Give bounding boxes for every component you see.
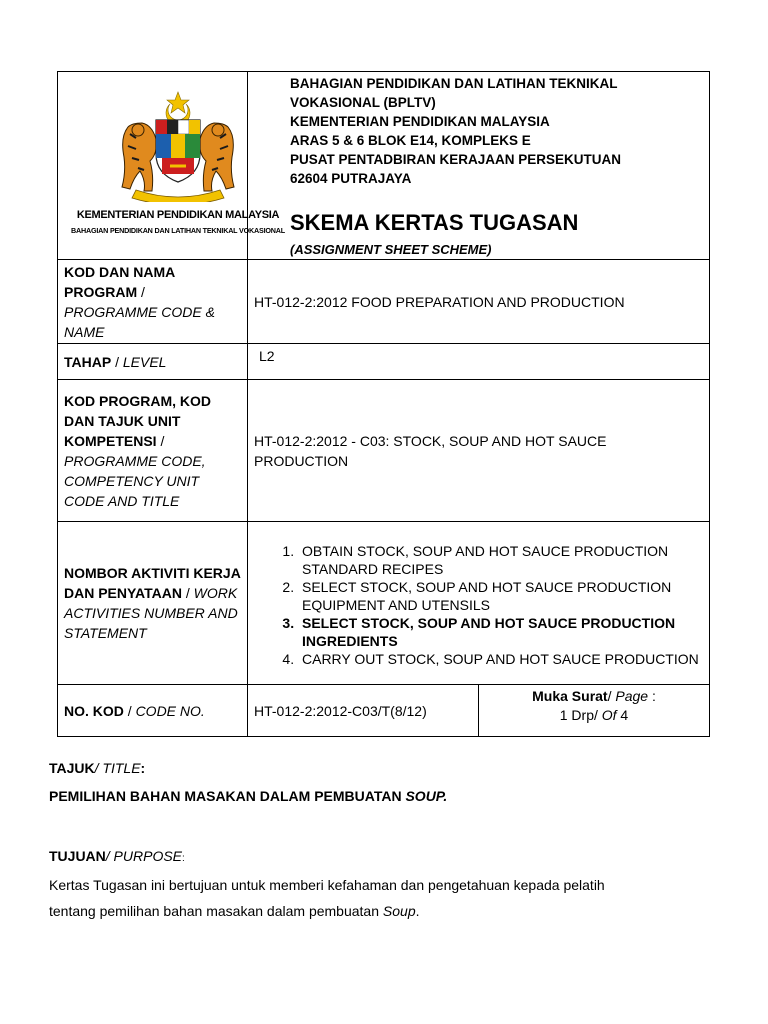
activity-item: 4. CARRY OUT STOCK, SOUP AND HOT SAUCE PRODUCTION bbox=[298, 650, 703, 668]
purpose-line-2 bbox=[49, 903, 420, 919]
address-block bbox=[290, 74, 709, 188]
program-label: KOD DAN NAMA PROGRAM bbox=[64, 263, 175, 300]
level-label-sep: / bbox=[111, 353, 123, 370]
document-title: SKEMA KERTAS TUGASAN bbox=[290, 210, 579, 235]
unit-label-en: PROGRAMME CODE, COMPETENCY UNIT CODE AND TITLE bbox=[64, 452, 206, 509]
level-label-en: LEVEL bbox=[122, 353, 167, 370]
malaysia-coat-of-arms-icon bbox=[58, 72, 298, 202]
page-label-en: Page bbox=[615, 688, 649, 704]
activities-list bbox=[254, 542, 703, 668]
address-line: VOKASIONAL (BPLTV) bbox=[290, 95, 436, 110]
purpose-line2-soup: Soup bbox=[382, 903, 416, 919]
activity-item: 1. OBTAIN STOCK, SOUP AND HOT SAUCE PRODUCTION STANDARD RECIPES bbox=[298, 542, 703, 578]
program-label-en: PROGRAMME CODE & NAME bbox=[64, 303, 215, 340]
purpose-heading bbox=[49, 848, 185, 864]
purpose-label: TUJUAN bbox=[49, 848, 106, 864]
title-text-main: PEMILIHAN BAHAN MASAKAN DALAM PEMBUATAN bbox=[49, 788, 406, 804]
program-value: HT-012-2:2012 FOOD PREPARATION AND PRODUCTION bbox=[254, 293, 625, 310]
code-value-cell bbox=[248, 685, 479, 737]
code-label: NO. KOD bbox=[64, 702, 124, 719]
page-total: 4 bbox=[616, 707, 629, 723]
unit-value-line: PRODUCTION bbox=[254, 452, 349, 469]
activities-value-cell bbox=[248, 522, 710, 685]
program-label-cell bbox=[58, 260, 248, 344]
address-line: PUSAT PENTADBIRAN KERAJAAN PERSEKUTUAN bbox=[290, 152, 622, 167]
activities-label-cell bbox=[58, 522, 248, 685]
purpose-label-en: / PURPOSE bbox=[105, 848, 183, 864]
title-heading bbox=[49, 760, 145, 776]
page-of: Of bbox=[601, 707, 617, 723]
program-value-cell bbox=[248, 260, 710, 344]
document-subtitle: (ASSIGNMENT SHEET SCHEME) bbox=[290, 242, 492, 257]
activities-label-en: WORK ACTIVITIES NUMBER AND STATEMENT bbox=[64, 585, 238, 641]
activities-label-sep: / bbox=[181, 585, 194, 601]
level-label: TAHAP bbox=[64, 353, 112, 370]
title-label: TAJUK bbox=[49, 760, 95, 776]
logo bbox=[58, 72, 298, 259]
title-text-soup: SOUP. bbox=[405, 788, 448, 804]
address-line: ARAS 5 & 6 BLOK E14, KOMPLEKS E bbox=[290, 133, 531, 148]
unit-label-sep: / bbox=[156, 432, 165, 449]
scheme-header-table bbox=[57, 71, 710, 737]
purpose-line: Kertas Tugasan ini bertujuan untuk memberi kefahaman dan pengetahuan kepada pelatih bbox=[49, 877, 605, 893]
logo-cell bbox=[58, 72, 285, 260]
purpose-line2-text: tentang pemilihan bahan masakan dalam pembuatan bbox=[49, 903, 383, 919]
code-label-sep: / bbox=[123, 702, 136, 719]
address-line: BAHAGIAN PENDIDIKAN DAN LATIHAN TEKNIKAL bbox=[290, 76, 618, 91]
title-text bbox=[49, 788, 447, 804]
page-label-sep: / bbox=[607, 688, 616, 704]
activities-label: NOMBOR AKTIVITI KERJA DAN PENYATAAN bbox=[64, 565, 241, 601]
logo-ministry-name: KEMENTERIAN PENDIDIKAN MALAYSIA bbox=[76, 209, 280, 221]
code-label-cell bbox=[58, 685, 248, 737]
unit-label: KOD PROGRAM, KOD DAN TAJUK UNIT KOMPETENSI bbox=[64, 392, 211, 449]
code-label-en: CODE NO. bbox=[135, 702, 205, 719]
page-number bbox=[485, 706, 703, 725]
page-number-cell bbox=[479, 685, 710, 737]
logo-ministry-sub: BAHAGIAN PENDIDIKAN DAN LATIHAN TEKNIKAL VOKASIONAL bbox=[71, 226, 285, 235]
address-line: KEMENTERIAN PENDIDIKAN MALAYSIA bbox=[290, 114, 550, 129]
address-line: 62604 PUTRAJAYA bbox=[290, 171, 412, 186]
page-label-colon: : bbox=[648, 688, 656, 704]
level-label-cell bbox=[58, 344, 248, 380]
level-value: L2 bbox=[259, 348, 275, 364]
activity-item: 2. SELECT STOCK, SOUP AND HOT SAUCE PRODUCTION EQUIPMENT AND UTENSILS bbox=[298, 578, 703, 614]
title-label-en: / TITLE bbox=[94, 760, 141, 776]
page-label bbox=[485, 687, 703, 706]
title-colon: : bbox=[140, 760, 146, 776]
page-current: 1 Drp/ bbox=[559, 707, 602, 723]
purpose-line2-end: . bbox=[415, 903, 420, 919]
unit-value-line: HT-012-2:2012 - C03: STOCK, SOUP AND HOT SAUCE bbox=[254, 432, 607, 449]
unit-value-cell bbox=[248, 380, 710, 522]
page-label-bm: Muka Surat bbox=[532, 688, 608, 704]
purpose-colon: : bbox=[182, 853, 185, 864]
code-value: HT-012-2:2012-C03/T(8/12) bbox=[254, 702, 427, 719]
level-value-cell bbox=[248, 344, 710, 380]
program-label-sep: / bbox=[137, 283, 145, 300]
unit-label-cell bbox=[58, 380, 248, 522]
activity-item-current: 3. SELECT STOCK, SOUP AND HOT SAUCE PRODUCTION INGREDIENTS bbox=[298, 614, 703, 650]
header-address-cell bbox=[248, 72, 710, 260]
